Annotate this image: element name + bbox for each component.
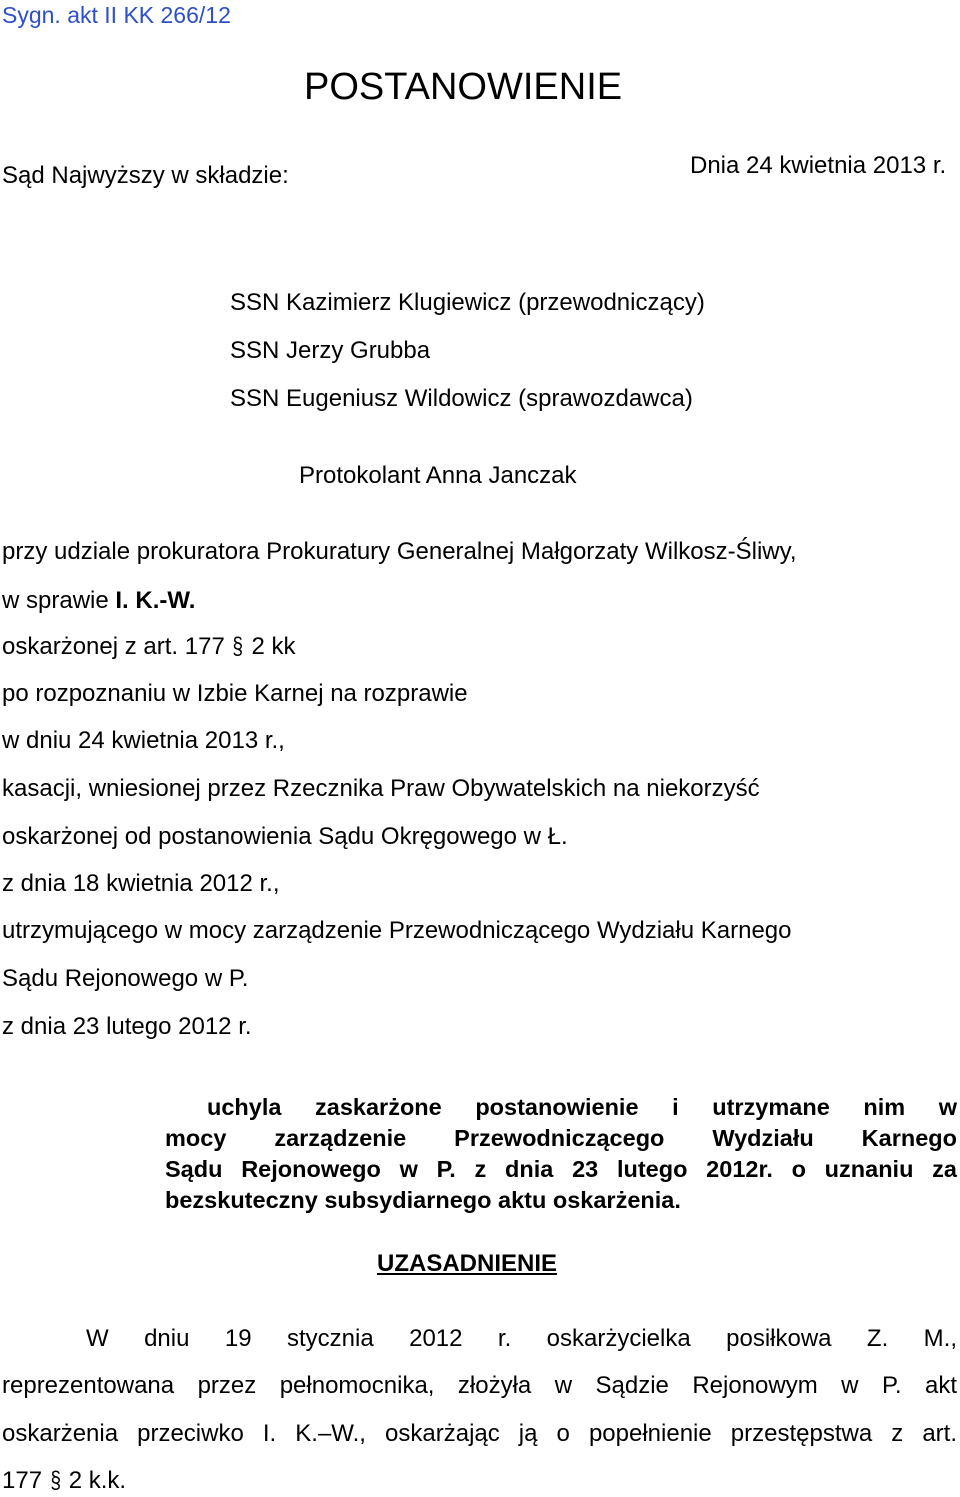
- defendant-name: I. K.-W.: [115, 587, 196, 614]
- hearing-line: po rozpoznaniu w Izbie Karnej na rozprawie: [2, 680, 468, 707]
- ruling-line: Sądu Rejonowego w P. z dnia 23 lutego 2012r. o uznaniu za: [165, 1156, 957, 1182]
- ruling-line: uchyla zaskarżone postanowienie i utrzymane nim w: [207, 1094, 957, 1120]
- justification-line: reprezentowana przez pełnomocnika, złożyła w Sądzie Rejonowym w P. akt: [2, 1372, 957, 1399]
- judge-presiding: SSN Kazimierz Klugiewicz (przewodniczący): [230, 289, 705, 316]
- prosecutor-line: przy udziale prokuratora Prokuratury Generalnej Małgorzaty Wilkosz-Śliwy,: [2, 538, 797, 565]
- document-title: POSTANOWIENIE: [304, 66, 623, 108]
- judge-rapporteur: SSN Eugeniusz Wildowicz (sprawozdawca): [230, 385, 693, 412]
- section-sign-icon: §: [232, 633, 244, 660]
- case-party-line: [2, 586, 195, 616]
- article-suffix: 2 k.k.: [62, 1467, 127, 1494]
- judge-member: SSN Jerzy Grubba: [230, 337, 431, 364]
- justification-heading: UZASADNIENIE: [377, 1250, 558, 1277]
- charge-line: [2, 632, 296, 662]
- district-court-line: Sądu Rejonowego w P.: [2, 965, 249, 992]
- case-party-prefix: w sprawie: [2, 587, 116, 614]
- ruling-line: mocy zarządzenie Przewodniczącego Wydziału Karnego: [165, 1125, 957, 1151]
- charge-prefix: oskarżonej z art. 177: [2, 633, 232, 660]
- section-sign-icon: §: [50, 1467, 61, 1494]
- hearing-date-line: w dniu 24 kwietnia 2013 r.,: [2, 727, 285, 754]
- court-composition-label: Sąd Najwyższy w składzie:: [2, 162, 289, 189]
- cassation-line: kasacji, wniesionej przez Rzecznika Praw Obywatelskich na niekorzyść: [2, 775, 760, 802]
- upheld-order-line: utrzymującego w mocy zarządzenie Przewodniczącego Wydziału Karnego: [2, 917, 792, 944]
- order-date-line: z dnia 23 lutego 2012 r.: [2, 1013, 252, 1040]
- court-clerk: Protokolant Anna Janczak: [299, 462, 577, 489]
- justification-line: oskarżenia przeciwko I. K.–W., oskarżając ją o popełnienie przestępstwa z art.: [2, 1420, 957, 1447]
- justification-line: W dniu 19 stycznia 2012 r. oskarżycielka posiłkowa Z. M.,: [86, 1325, 957, 1352]
- ruling-line: bezskuteczny subsydiarnego aktu oskarżenia.: [165, 1187, 681, 1213]
- appealed-decision-date-line: z dnia 18 kwietnia 2012 r.,: [2, 870, 280, 897]
- justification-last-line: [2, 1466, 957, 1496]
- charge-suffix: 2 kk: [244, 633, 296, 660]
- appealed-decision-line: oskarżonej od postanowienia Sądu Okręgowego w Ł.: [2, 823, 568, 850]
- article-prefix: 177: [2, 1467, 49, 1494]
- case-reference: Sygn. akt II KK 266/12: [2, 2, 231, 28]
- decision-date: Dnia 24 kwietnia 2013 r.: [690, 152, 947, 179]
